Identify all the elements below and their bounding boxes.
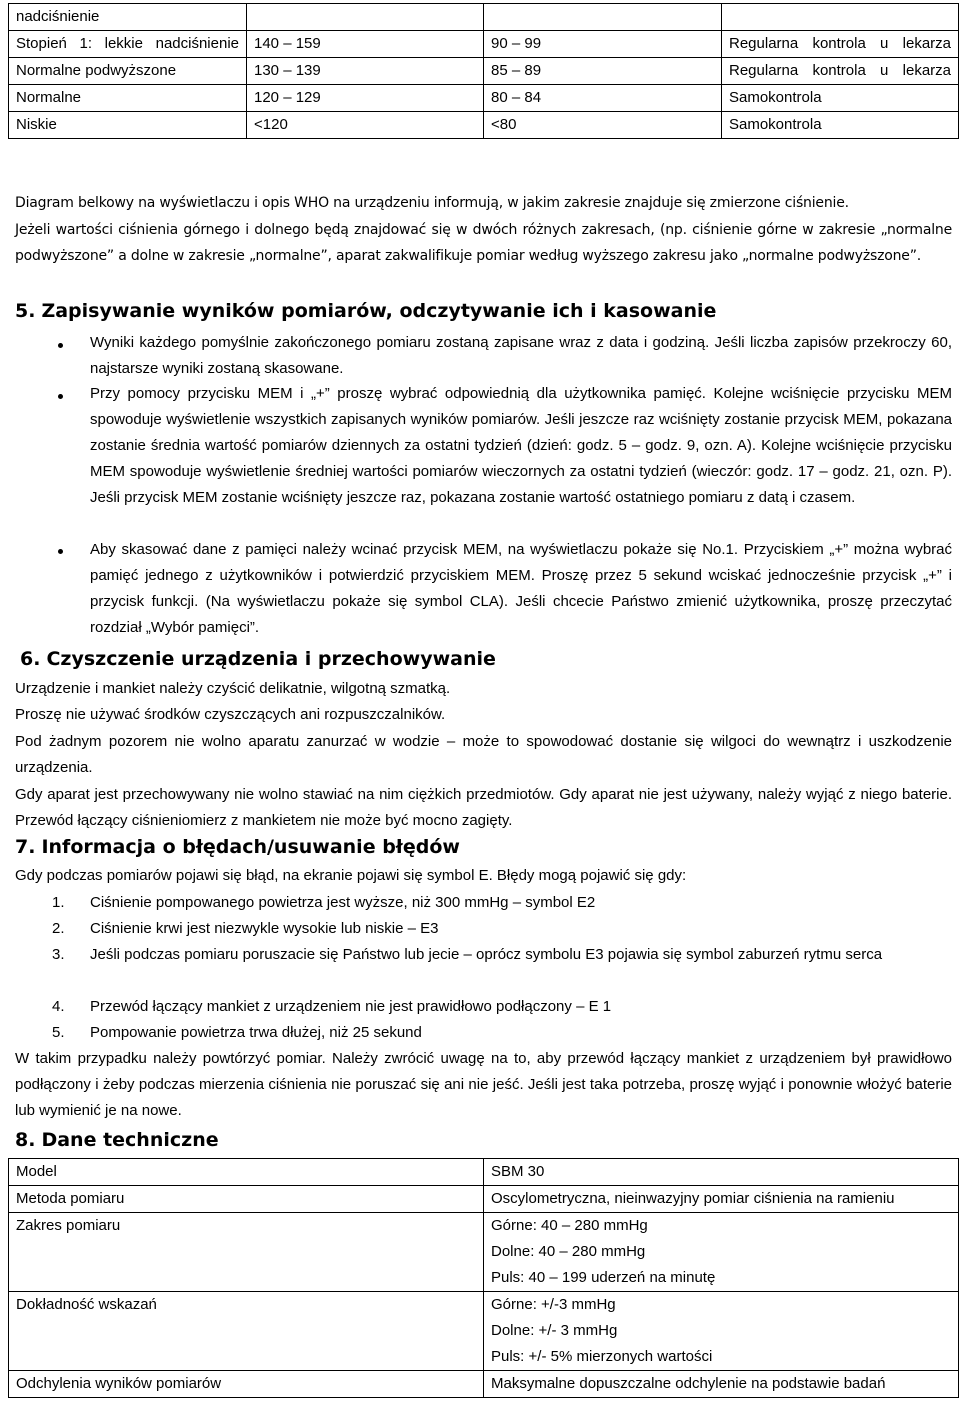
table-cell-diastolic: 85 – 89 (484, 58, 722, 85)
value-line: Dolne: 40 – 280 mmHg (491, 1243, 646, 1260)
value-line: SBM 30 (491, 1163, 545, 1180)
table-cell-systolic: 140 – 159 (247, 31, 484, 58)
section-6-paragraph-2: Proszę nie używać środków czyszczących ani rozpuszczalników. (15, 706, 446, 723)
list-text: Jeśli podczas pomiaru poruszacie się Państwo lub jecie – oprócz symbolu E3 pojawia się symbol zaburzeń rytmu serca (90, 946, 883, 963)
section-5-title: Zapisywanie wyników pomiarów, odczytywanie ich i kasowanie (41, 300, 717, 322)
table-cell-label: Odchylenia wyników pomiarów (9, 1371, 484, 1398)
intro-paragraph-2: Jeżeli wartości ciśnienia górnego i dolnego będą znajdować się w dwóch różnych zakresach, (np. ciśnienie górne w zakresie „normalne podwyższone” a dolne w zakresie „normalne”, aparat zakwalifikuje pomiar według wyższego zakresu jako „normalne podwyższone”. (15, 222, 952, 264)
list-number: 2. (52, 920, 65, 937)
table-cell-recommendation: Samokontrola (722, 85, 959, 112)
table-cell-systolic (247, 4, 484, 31)
list-text: Przewód łączący mankiet z urządzeniem nie jest prawidłowo podłączony – E 1 (90, 998, 612, 1015)
table-cell-label: Metoda pomiaru (9, 1186, 484, 1213)
table-cell-value (484, 1292, 959, 1371)
table-cell-systolic: 130 – 139 (247, 58, 484, 85)
table-cell-recommendation: Samokontrola (722, 112, 959, 139)
blood-pressure-table (8, 3, 959, 139)
intro-paragraph-1: Diagram belkowy na wyświetlaczu i opis WHO na urządzeniu informują, w jakim zakresie znajduje się zmierzone ciśnienie. (15, 195, 849, 211)
table-cell-category: nadciśnienie (9, 4, 247, 31)
value-line: Górne: +/-3 mmHg (491, 1296, 616, 1313)
section-8-heading (15, 1127, 219, 1153)
value-line: Dolne: +/- 3 mmHg (491, 1322, 618, 1339)
table-cell-recommendation: Regularna kontrola u lekarza (722, 31, 959, 58)
section-5-bullet-2: Przy pomocy przycisku MEM i „+” proszę wybrać odpowiednią dla użytkownika pamięć. Kolejne wciśnięcie przycisku MEM spowoduje wyświetlenie wszystkich zapisanych wyników pomiarów. Jeśli jeszcze raz wciśnięty zostanie przycisk MEM, pokazana zostanie średnia wartość pomiarów dziennych za ostatni tydzień (dzień: godz. 5 – godz. 9, ozn. A). Kolejne wciśnięcie przycisku MEM spowoduje wyświetlenie średniej wartości pomiarów wieczornych za ostatni tydzień (wieczór: godz. 17 – godz. 21, ozn. P). Jeśli przycisk MEM zostanie wciśnięty jeszcze raz, pokazana zostanie wartość ostatniego pomiaru z datą i czasem. (90, 385, 952, 506)
section-7-outro: W takim przypadku należy powtórzyć pomiar. Należy zwrócić uwagę na to, aby przewód łączący mankiet z urządzeniem był prawidłowo podłączony i żeby podczas mierzenia ciśnienia nie poruszać się ani nie jeść. Jeśli jest taka potrzeba, proszę wyjąć i ponownie włożyć baterie lub wymienić je na nowe. (15, 1050, 952, 1119)
bullet-icon (58, 394, 63, 399)
table-cell-category: Normalne podwyższone (9, 58, 247, 85)
list-number: 1. (52, 894, 65, 911)
table-cell-diastolic: 90 – 99 (484, 31, 722, 58)
table-row (9, 1292, 959, 1371)
table-cell-value (484, 1371, 959, 1398)
value-line: Maksymalne dopuszczalne odchylenie na podstawie badań (491, 1375, 886, 1392)
table-row (9, 1159, 959, 1186)
table-row (9, 58, 959, 85)
table-row (9, 31, 959, 58)
list-text: Pompowanie powietrza trwa dłużej, niż 25 sekund (90, 1024, 422, 1041)
table-row (9, 4, 959, 31)
section-6-heading (20, 646, 496, 672)
section-6-paragraph-1: Urządzenie i mankiet należy czyścić delikatnie, wilgotną szmatką. (15, 680, 451, 697)
table-row (9, 1213, 959, 1292)
table-cell-label: Zakres pomiaru (9, 1213, 484, 1292)
table-cell-label: Dokładność wskazań (9, 1292, 484, 1371)
section-5-bullet-3: Aby skasować dane z pamięci należy wcinać przycisk MEM, na wyświetlaczu pokaże się No.1. Przyciskiem „+” można wybrać pamięć jednego z użytkowników i potwierdzić przyciskiem MEM. Proszę przez 5 sekund wciskać jednocześnie przycisk „+” i przycisk funkcji. (Na wyświetlaczu pokaże się symbol CLA). Jeśli chcecie Państwo zmienić użytkownika, proszę przeczytać rozdział „Wybór pamięci”. (90, 541, 952, 636)
list-number: 5. (52, 1024, 65, 1041)
section-6-title: Czyszczenie urządzenia i przechowywanie (46, 648, 496, 670)
table-cell-category: Normalne (9, 85, 247, 112)
section-8-title: Dane techniczne (41, 1129, 219, 1151)
table-cell-recommendation (722, 4, 959, 31)
table-cell-value (484, 1213, 959, 1292)
section-7-intro: Gdy podczas pomiarów pojawi się błąd, na ekranie pojawi się symbol E. Błędy mogą pojawić się gdy: (15, 867, 687, 884)
table-row (9, 1186, 959, 1213)
value-line: Puls: +/- 5% mierzonych wartości (491, 1348, 713, 1365)
section-7-number: 7. (15, 836, 36, 858)
table-cell-diastolic: 80 – 84 (484, 85, 722, 112)
technical-data-table (8, 1158, 959, 1398)
table-cell-diastolic (484, 4, 722, 31)
section-7-title: Informacja o błędach/usuwanie błędów (41, 836, 460, 858)
section-7-heading (15, 834, 460, 860)
value-line: Puls: 40 – 199 uderzeń na minutę (491, 1269, 716, 1286)
table-row (9, 112, 959, 139)
table-row (9, 1371, 959, 1398)
section-8-number: 8. (15, 1129, 36, 1151)
section-6-number: 6. (20, 648, 41, 670)
section-6-paragraph-4: Gdy aparat jest przechowywany nie wolno stawiać na nim ciężkich przedmiotów. Gdy aparat nie jest używany, należy wyjąć z niego baterie. Przewód łączący ciśnieniomierz z mankietem nie może być mocno zagięty. (15, 786, 952, 829)
table-cell-category: Stopień 1: lekkie nadciśnienie (9, 31, 247, 58)
table-cell-value (484, 1186, 959, 1213)
table-cell-systolic: 120 – 129 (247, 85, 484, 112)
section-5-heading (15, 298, 716, 324)
list-text: Ciśnienie krwi jest niezwykle wysokie lub niskie – E3 (90, 920, 439, 937)
value-line: Górne: 40 – 280 mmHg (491, 1217, 648, 1234)
table-cell-systolic: <120 (247, 112, 484, 139)
list-number: 4. (52, 998, 65, 1015)
table-cell-recommendation: Regularna kontrola u lekarza (722, 58, 959, 85)
table-cell-category: Niskie (9, 112, 247, 139)
section-6-paragraph-3: Pod żadnym pozorem nie wolno aparatu zanurzać w wodzie – może to spowodować dostanie się wilgoci do wewnątrz i uszkodzenie urządzenia. (15, 733, 952, 776)
table-cell-value (484, 1159, 959, 1186)
table-cell-diastolic: <80 (484, 112, 722, 139)
bullet-icon (58, 343, 63, 348)
list-number: 3. (52, 946, 65, 963)
section-5-number: 5. (15, 300, 36, 322)
list-text: Ciśnienie pompowanego powietrza jest wyższe, niż 300 mmHg – symbol E2 (90, 894, 596, 911)
table-row (9, 85, 959, 112)
bullet-icon (58, 549, 63, 554)
table-cell-label: Model (9, 1159, 484, 1186)
section-5-bullet-1: Wyniki każdego pomyślnie zakończonego pomiaru zostaną zapisane wraz z data i godziną. Jeśli liczba zapisów przekroczy 60, najstarsze wyniki zostaną skasowane. (90, 334, 952, 377)
value-line: Oscylometryczna, nieinwazyjny pomiar ciśnienia na ramieniu (491, 1190, 895, 1207)
